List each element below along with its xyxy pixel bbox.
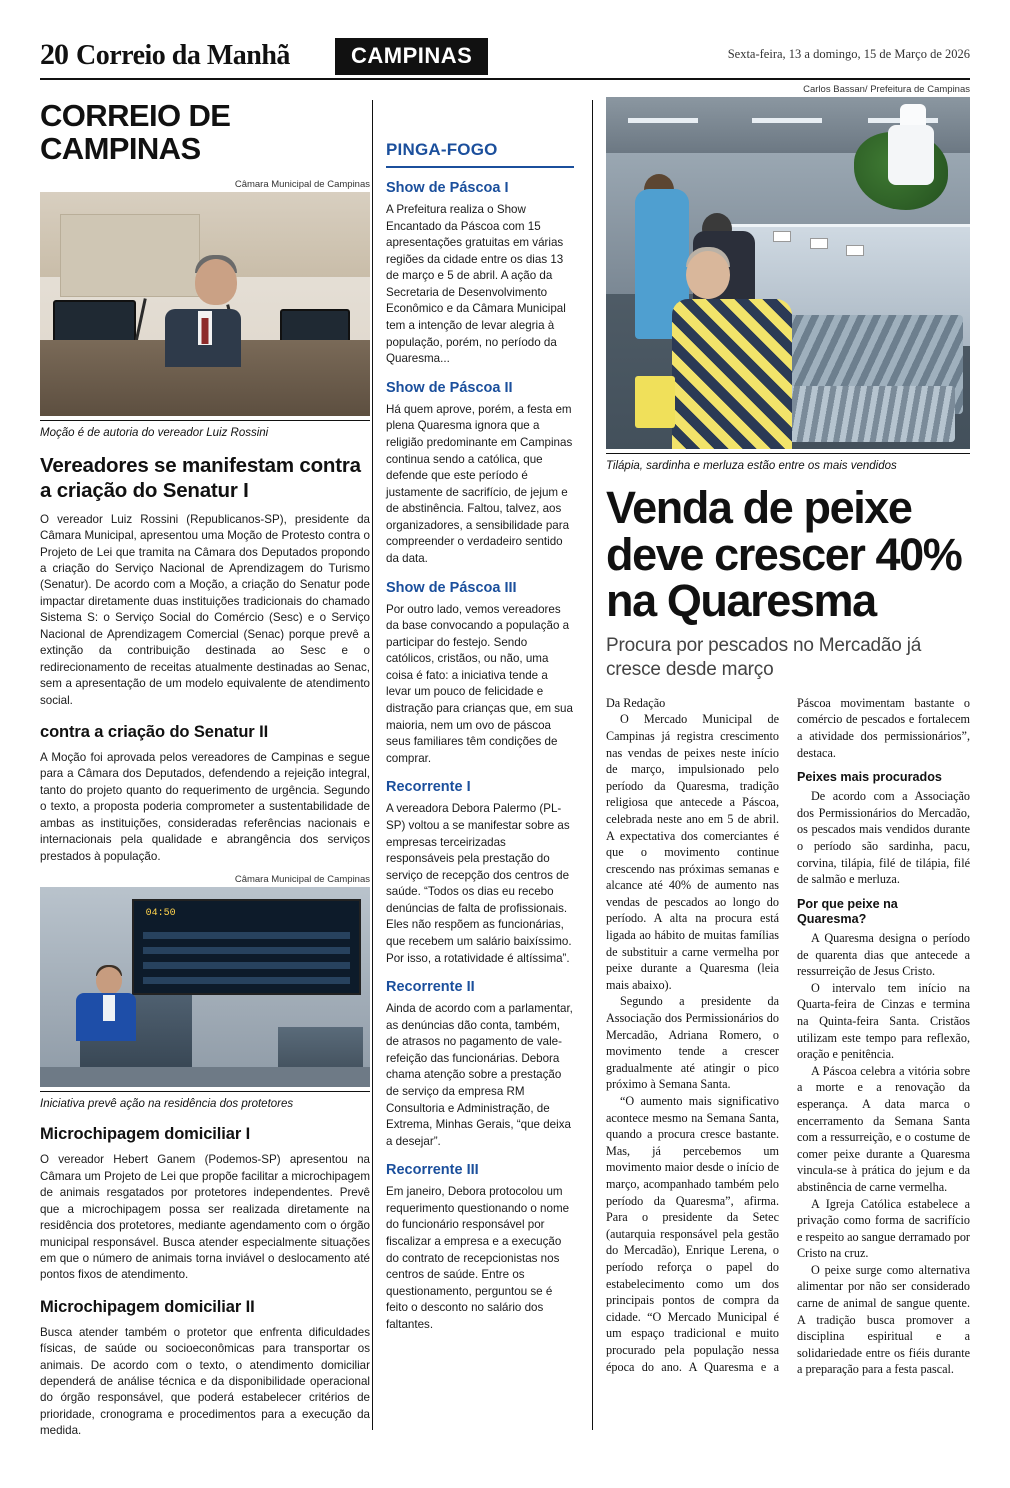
column-divider-1 <box>372 100 373 1430</box>
pinga-fogo-item-title-1: Show de Páscoa II <box>386 379 513 396</box>
left-paragraph-2: A Moção foi aprovada pelos vereadores de Campinas e segue para a Câmara dos Deputados, defendendo a rejeição integral, tanto do projeto quanto do requerimento de urgência. Segundo o texto, a proposta poderia comprometer a sustentabilidade de ambas as instituições, consideradas referências nacionais e internacionais pela qualidade e abrangência dos serviços prestados à população. <box>40 750 370 863</box>
pinga-fogo-column <box>386 140 574 1340</box>
photo2-caption: Iniciativa prevê ação na residência dos protetores <box>40 1091 370 1111</box>
main-photo-credit: Carlos Bassan/ Prefeitura de Campinas <box>803 84 970 95</box>
left-paragraph-3: O vereador Hebert Ganem (Podemos-SP) apresentou na Câmara um Projeto de Lei que propõe facilitar a microchipagem de animais resgatados por protetores independentes. Prevê que a microchipagem possa ser realizada diretamente na residência dos protetores, mediante agendamento com o órgão municipal responsável. Busca atender especialmente situações em que o número de animais torna inviável o deslocamento até pontos fixos de atendimento. <box>40 1153 370 1282</box>
pinga-fogo-item-text-3: A vereadora Debora Palermo (PL-SP) voltou a se manifestar sobre as empresas terceirizadas responsáveis pela prestação do serviço de recepção dos centros de saúde. “Todos os dias eu recebo denúncias de falta de profissionais. Eles não respõem as funcionárias, que recebem um salário baixíssimo. Por isso, a rotatividade é altíssima”. <box>386 802 572 965</box>
main-headline: Venda de peixe deve crescer 40% na Quaresma <box>606 482 962 627</box>
paper-name: Correio da Manhã <box>76 40 290 71</box>
main-subsection-title-0: Peixes mais procurados <box>797 770 942 785</box>
main-subsection-title-1: Por que peixe na Quaresma? <box>797 896 898 926</box>
left-headline-3: Microchipagem domiciliar I <box>40 1125 251 1144</box>
pinga-fogo-item-title-2: Show de Páscoa III <box>386 579 517 596</box>
section-badge: CAMPINAS <box>335 38 488 75</box>
main-tail-paragraph-0: O intervalo tem início na Quarta-feira de Cinzas e termina na Quinta-feira Santa. Cristãos utilizam este tempo para reflexão, oração e penitência. <box>797 980 970 1062</box>
screen-timer: 04:50 <box>145 908 176 920</box>
main-subheadline: Procura por pescados no Mercadão já cresce desde março <box>606 635 922 680</box>
pinga-fogo-item-title-0: Show de Páscoa I <box>386 180 509 196</box>
left-paragraph-4: Busca atender também o protetor que enfrenta dificuldades físicas, de saúde ou socioeconômicas para transportar os animais. De acordo com o texto, o atendimento domiciliar dependerá de análise técnica e da disponibilidade operacional do órgão responsável, que poderá estabelecer critérios de prioridade, cronograma e procedimentos para a execução da medida. <box>40 1325 370 1438</box>
left-section-title: CORREIO DE CAMPINAS <box>40 98 231 166</box>
right-column <box>606 84 970 1378</box>
pinga-fogo-item-title-4: Recorrente II <box>386 979 475 996</box>
main-tail-paragraph-2: A Igreja Católica estabelece a privação como forma de sacrifício e respeito ao sangue derramado por Cristo na cruz. <box>797 1196 970 1261</box>
main-subsection-text-1: A Quaresma designa o período de quarenta dias que antecede a ressurreição de Jesus Cristo. <box>797 931 970 979</box>
header-divider <box>40 78 970 80</box>
photo1-caption: Moção é de autoria do vereador Luiz Rossini <box>40 420 370 440</box>
left-headline-2: contra a criação do Senatur II <box>40 723 269 742</box>
left-column <box>40 100 370 1449</box>
photo2-credit: Câmara Municipal de Campinas <box>234 874 370 886</box>
main-paragraph-0: O Mercado Municipal de Campinas já registra crescimento nas vendas de peixes neste início de março, impulsionado pelo período da Quaresma, tradição religiosa que antecede a Páscoa, celebrada neste ano em 5 de abril. A expectativa dos comerciantes é que o movimento continue crescendo nas próximas semanas e alcance até 40% de aumento nas vendas de pescados ao longo do período. A alta na procura está ligada ao hábito de muitas famílias de substituir a carne vermelha por peixe durante a Quaresma (leia mais abaixo). <box>606 712 779 992</box>
pinga-fogo-item-title-3: Recorrente I <box>386 779 471 796</box>
main-photo-caption: Tilápia, sardinha e merluza estão entre os mais vendidos <box>606 453 970 473</box>
main-article-body <box>606 695 970 1378</box>
pinga-fogo-item-text-4: Ainda de acordo com a parlamentar, as denúncias dão conta, também, de atrasos no pagamento de vale-refeição das funcionárias. Debora chama atenção sobre a prestação de serviço da empresa RM Consultoria e Administração, de Extrema, Minhas Gerais, “que deixa a desejar”. <box>386 1002 573 1148</box>
byline: Da Redação <box>606 695 666 710</box>
pinga-fogo-item-text-2: Por outro lado, vemos vereadores da base convocando a população a participar do festejo. Sendo católicos, cristãos, ou não, uma coisa é fato: a iniciativa tende a levar um pouco de felicidade e distração para crianças que, em sua maioria, nem um ovo de páscoa seus familiares têm condições de comprar. <box>386 602 573 765</box>
left-paragraph-1: O vereador Luiz Rossini (Republicanos-SP), presidente da Câmara Municipal, apresentou uma Moção de Protesto contra o Projeto de Lei que tramita na Câmara dos Deputados propondo a criação do Serviço Nacional de Aprendizagem do Turismo (Senatur). De acordo com a Moção, a criação do Senatur pode impactar diretamente duas instituições tradicionais do chamado Sistema S: o Serviço Social do Comércio (Sesc) e o Serviço Nacional de Aprendizagem Comercial (Senac) porque prevê a extinção da contribuição destinada ao Sesc e o redirecionamento de receitas atualmente destinadas ao Senac, sem a apresentação de um modelo equivalente de atendimento social. <box>40 512 370 707</box>
photo-plenario-sessao <box>40 887 370 1087</box>
photo-mercado-peixes <box>606 97 970 449</box>
left-headline-1: Vereadores se manifestam contra a criação do Senatur I <box>40 454 361 503</box>
pinga-fogo-item-title-5: Recorrente III <box>386 1162 479 1179</box>
dateline: Sexta-feira, 13 a domingo, 15 de Março de 2026 <box>727 47 970 61</box>
page-number: 20 <box>40 38 68 71</box>
pinga-fogo-item-text-0: A Prefeitura realiza o Show Encantado da Páscoa com 15 apresentações gratuitas em várias regiões da cidade entre os dias 13 de março e 5 de abril. A ação da Secretaria de Desenvolvimento Econômico e da Câmara Municipal tem a intenção de levar alegria à população, porém, no período da Quaresma... <box>386 203 566 366</box>
masthead <box>40 38 970 72</box>
photo1-credit: Câmara Municipal de Campinas <box>234 179 370 191</box>
pinga-fogo-item-text-5: Em janeiro, Debora protocolou um requerimento questionando o nome do funcionário responsável por fiscalizar a empresa e a execução do contrato de recepcionistas nos centros de saúde. Entre os questionamento, perguntou se é feito o desconto no salário dos faltantes. <box>386 1185 570 1331</box>
left-headline-4: Microchipagem domiciliar II <box>40 1297 255 1316</box>
main-tail-paragraph-1: A Páscoa celebra a vitória sobre a morte e a renovação da esperança. A data marca o encerramento da Semana Santa com a ressurreição, e o costume de comer peixe durante a Quaresma vincula-se à prática do jejum e da abstinência de carne vermelha. <box>797 1063 970 1194</box>
main-subsection-text-0: De acordo com a Associação dos Permissionários do Mercadão, os pescados mais vendidos durante o período são sardinha, pacu, corvina, tilápia, filé de tilápia, filé de salmão e merluza. <box>797 789 970 887</box>
main-paragraph-1: Segundo a presidente da Associação dos Permissionários do Mercadão, Adriana Romero, o movimento tende a crescer gradualmente até atingir o pico próximo à Semana Santa. <box>606 994 779 1092</box>
main-paragraph-2: “O aumento mais significativo acontece mesmo na Semana Santa, quando a procura cresce bastante. Mas, já percebemos um movimento maior desde o início de março, acompanhado também pelo período da Quaresma”, afirma. Para o presidente da Setec (autarquia responsável pela gestão do Mercadão), Enrique Lerena, o período reforça o papel do estabelecimento como um dos principais pontos de compra da cidade. “O Mercado Municipal é um espaço tradicional e muito procurado pela população nessa época do ano. A Quaresma e a Páscoa movimentam bastante o comércio de pescados e fortalecem a atividade dos permissionários”, destaca. <box>606 695 970 1374</box>
main-tail-paragraph-3: O peixe surge como alternativa alimentar por não ser considerado carne de animal de sangue quente. A tradição busca promover a disciplina espiritual e a solidariedade entre os fiéis durante a preparação para a festa pascal. <box>797 1262 970 1377</box>
column-divider-2 <box>592 100 593 1430</box>
pinga-fogo-header: PINGA-FOGO <box>386 140 574 168</box>
pinga-fogo-item-text-1: Há quem aprove, porém, a festa em plena Quaresma ignora que a religião predominante em Campinas continua sendo a católica, que defende que este período é justamente de sacrifício, de jejum e de abstinência. Faltou, talvez, aos organizadores, a sensibilidade para compreender o verdadeiro sentido da data. <box>386 402 573 565</box>
photo-vereador-rossini <box>40 192 370 416</box>
